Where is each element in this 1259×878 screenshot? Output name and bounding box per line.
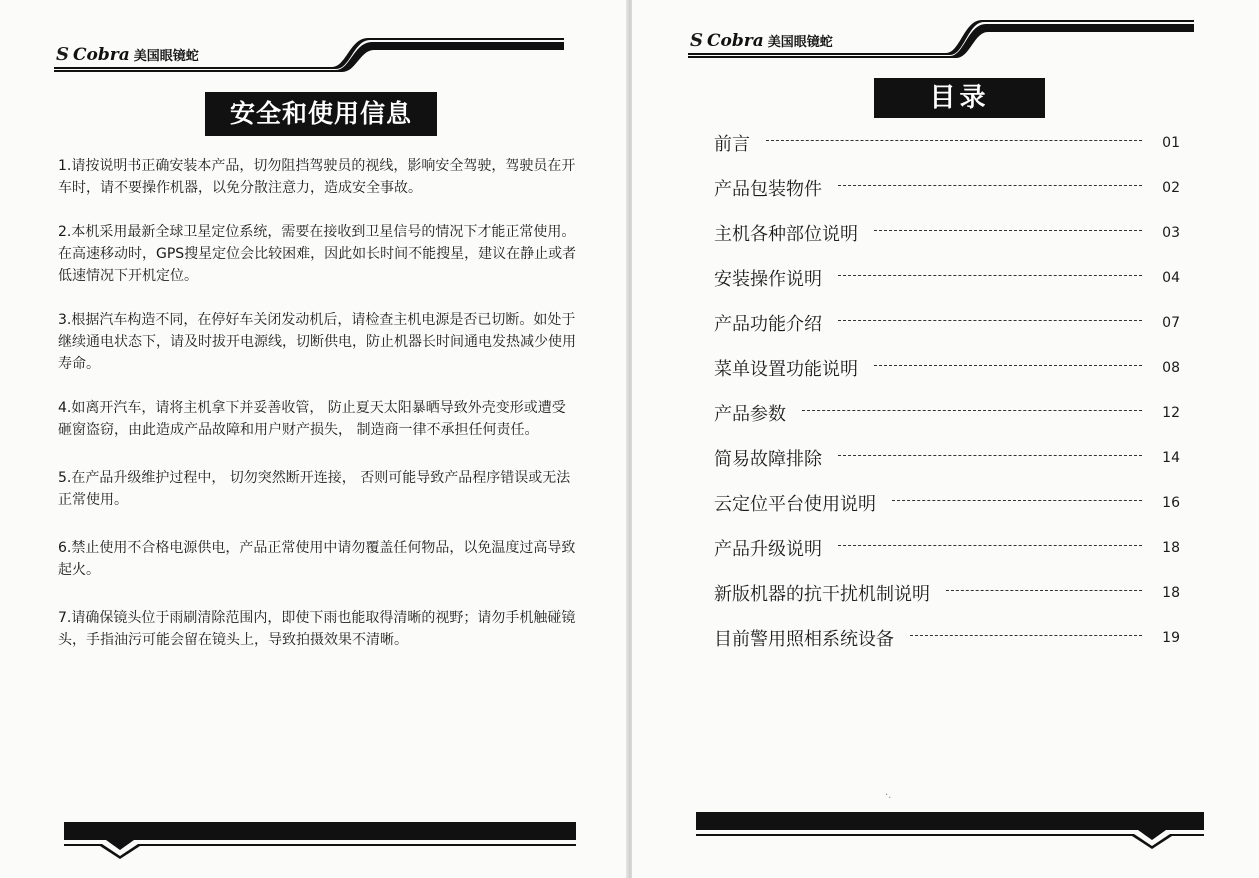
toc-row[interactable] — [714, 525, 1180, 570]
toc-label: 产品功能介绍 — [714, 313, 822, 335]
toc-page-number: 02 — [1162, 179, 1180, 196]
toc-leader — [838, 320, 1142, 321]
footer-bar-right — [696, 810, 1206, 850]
safety-item-1: 1.请按说明书正确安装本产品，切勿阻挡驾驶员的视线，影响安全驾驶，驾驶员在开车时，请不要操作机器，以免分散注意力，造成安全事故。 — [58, 158, 576, 196]
brand-mark-right: S — [690, 30, 703, 51]
toc-row[interactable] — [714, 210, 1180, 255]
toc-row[interactable] — [714, 480, 1180, 525]
brand-cn: 美国眼镜蛇 — [133, 49, 199, 64]
toc-leader — [874, 365, 1142, 366]
brand-cn-right: 美国眼镜蛇 — [767, 35, 833, 50]
safety-item-2: 2.本机采用最新全球卫星定位系统，需要在接收到卫星信号的情况下才能正常使用。在高速移动时，GPS搜星定位会比较困难，因此如长时间不能搜星，建议在静止或者低速情况下开机定位。 — [58, 224, 577, 284]
toc-row[interactable] — [714, 570, 1180, 615]
toc-row[interactable] — [714, 435, 1180, 480]
brand-name: Cobra — [73, 44, 130, 65]
toc-page-number: 18 — [1162, 584, 1180, 601]
safety-item-5: 5.在产品升级维护过程中， 切勿突然断开连接， 否则可能导致产品程序错误或无法正常使用。 — [58, 470, 571, 508]
toc-page-number: 12 — [1162, 404, 1180, 421]
toc-page-number: 18 — [1162, 539, 1180, 556]
toc-row[interactable] — [714, 165, 1180, 210]
toc-label: 新版机器的抗干扰机制说明 — [714, 583, 930, 605]
toc-page-number: 07 — [1162, 314, 1180, 331]
toc-page-number: 04 — [1162, 269, 1180, 286]
toc-row[interactable] — [714, 345, 1180, 390]
brand-mark: S — [56, 44, 69, 65]
toc-row[interactable] — [714, 300, 1180, 345]
toc-page-number: 16 — [1162, 494, 1180, 511]
toc-label: 目前警用照相系统设备 — [714, 628, 894, 650]
brand-name-right: Cobra — [707, 30, 764, 51]
toc-row[interactable] — [714, 390, 1180, 435]
toc-title: 目录 — [874, 78, 1045, 118]
toc-leader — [802, 410, 1142, 411]
toc-leader — [946, 590, 1142, 591]
toc-row[interactable] — [714, 255, 1180, 300]
toc-label: 主机各种部位说明 — [714, 223, 858, 245]
toc-label: 产品升级说明 — [714, 538, 822, 560]
safety-item-4: 4.如离开汽车，请将主机拿下并妥善收管， 防止夏天太阳暴晒导致外壳变形或遭受砸窗盗窃，由此造成产品故障和用户财产损失， 制造商一律不承担任何责任。 — [58, 400, 566, 438]
header-swoosh — [54, 34, 566, 74]
footer-bar — [64, 820, 578, 860]
toc-page-number: 14 — [1162, 449, 1180, 466]
toc-leader — [838, 275, 1142, 276]
header-swoosh-right — [688, 20, 1196, 60]
toc-leader — [838, 185, 1142, 186]
toc-page-number: 08 — [1162, 359, 1180, 376]
toc-label: 前言 — [714, 133, 750, 155]
toc-leader — [874, 230, 1142, 231]
toc-label: 安装操作说明 — [714, 268, 822, 290]
toc-list — [714, 120, 1180, 660]
toc-leader — [838, 455, 1142, 456]
toc-row[interactable] — [714, 615, 1180, 660]
toc-label: 简易故障排除 — [714, 448, 822, 470]
toc-label: 菜单设置功能说明 — [714, 358, 858, 380]
safety-title: 安全和使用信息 — [205, 92, 437, 136]
toc-label: 云定位平台使用说明 — [714, 493, 876, 515]
toc-leader — [766, 140, 1142, 141]
toc-leader — [838, 545, 1142, 546]
toc-label: 产品包装物件 — [714, 178, 822, 200]
paper-speck: ·. — [885, 790, 892, 801]
toc-page-number: 03 — [1162, 224, 1180, 241]
safety-list — [58, 155, 578, 651]
safety-item-7: 7.请确保镜头位于雨刷清除范围内，即使下雨也能取得清晰的视野；请勿手机触碰镜头，手指油污可能会留在镜头上，导致拍摄效果不清晰。 — [58, 610, 576, 648]
toc-row[interactable] — [714, 120, 1180, 165]
toc-page-number: 01 — [1162, 134, 1180, 151]
toc-label: 产品参数 — [714, 403, 786, 425]
toc-leader — [910, 635, 1142, 636]
toc-page-number: 19 — [1162, 629, 1180, 646]
toc-leader — [892, 500, 1142, 501]
safety-item-3: 3.根据汽车构造不同，在停好车关闭发动机后，请检查主机电源是否已切断。如处于继续通电状态下，请及时拔开电源线，切断供电，防止机器长时间通电发热减少使用寿命。 — [58, 312, 576, 372]
safety-item-6: 6.禁止使用不合格电源供电，产品正常使用中请勿覆盖任何物品，以免温度过高导致起火。 — [58, 540, 576, 578]
